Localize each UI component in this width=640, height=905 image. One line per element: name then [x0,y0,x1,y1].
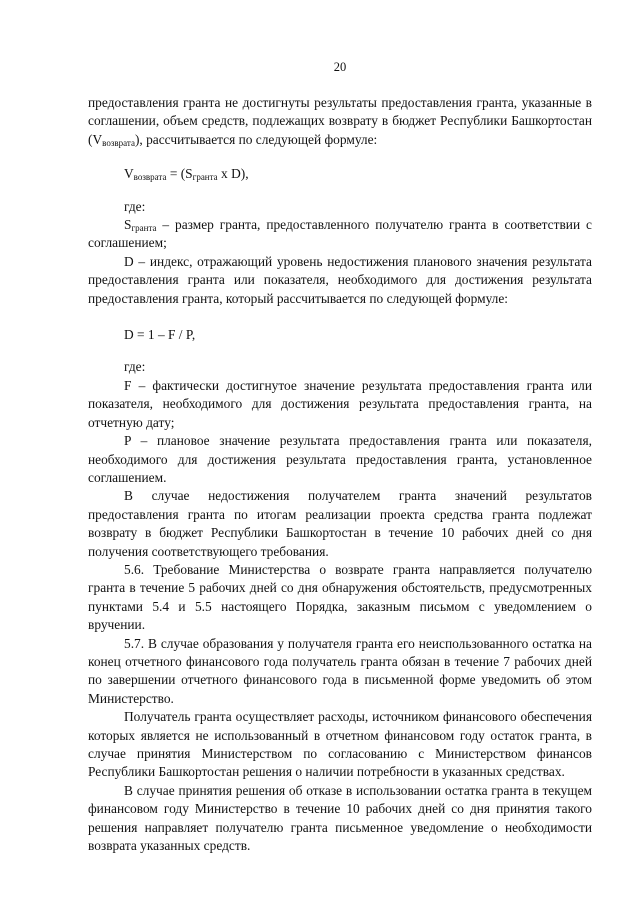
definition-s-text: – размер гранта, предоставленного получателю гранта в соответствии с соглашением; [88,217,592,251]
definition-d: D – индекс, отражающий уровень недостижения планового значения результата предоставления гранта или показателя, необходимого для достижения результата предоставления гранта, который рассчитывается по следующей формуле: [88,253,592,306]
paragraph-expenses: Получатель гранта осуществляет расходы, источником финансового обеспечения которых является не использованный в отчетном финансовом году остаток гранта, в случае принятия Министерством по согласованию с Министерством финансов Республики Башкортостан решения о наличии потребности в указанных средствах. [88,709,592,780]
definition-s [88,216,592,253]
formula-eq: = (S [166,166,193,182]
page-number: 20 [333,60,347,74]
paragraph-refusal: В случае принятия решения об отказе в использовании остатка гранта в текущем финансовом году Министерство в течение 10 рабочих дней со дня принятия такого решения направляет получателю гранта письменное уведомление о необходимости возврата указанных средств. [88,782,592,854]
definition-s-symbol: S [124,217,132,233]
formula-tail: x D), [217,166,249,182]
paragraph-volume-intro-text: предоставления гранта не достигнуты результаты предоставления гранта, указанные в соглашении, объем средств, подлежащих возврату в бюджет Республики Башкортостан (V [88,95,592,147]
formula-index: D = 1 – F / P, [124,327,196,343]
formula-v-subscript: возврата [133,172,167,183]
paragraph-volume-intro-tail: ), рассчитывается по следующей формуле: [134,131,378,147]
paragraph-return: В случае недостижения получателем гранта значений результатов предоставления гранта по итогам реализации проекта средства гранта подлежат возврату в бюджет Республики Башкортостан в течение 10 рабочих дней со дня получения соответствующего требования. [88,488,592,559]
definition-p: P – плановое значение результата предоставления гранта или показателя, необходимого для достижения результата предоставления гранта, установленное соглашением. [88,433,592,485]
paragraph-volume-intro [88,94,592,149]
formula-s-subscript: гранта [192,172,218,183]
formula-v: V [124,166,134,182]
where-label-1: где: [124,198,146,214]
paragraph-5-7: 5.7. В случае образования у получателя гранта его неиспользованного остатка на конец отчетного финансового года получатель гранта обязан в течение 7 рабочих дней по завершении отчетного финансового года в письменной форме уведомить об этом Министерство. [88,635,592,706]
where-label-2: где: [124,359,146,375]
formula-volume [124,165,592,183]
definition-s-subscript: гранта [131,223,157,234]
subscript-vozvrata: возврата [102,137,135,148]
paragraph-5-6: 5.6. Требование Министерства о возврате гранта направляется получателю гранта в течение 5 рабочих дней со дня обнаружения обстоятельств, предусмотренных пунктами 5.4 и 5.5 настоящего Порядка, заказным письмом с уведомлением о вручении. [88,561,592,633]
definition-f: F – фактически достигнутое значение результата предоставления гранта или показателя, необходимого для достижения результата предоставления гранта, на отчетную дату; [88,377,592,430]
